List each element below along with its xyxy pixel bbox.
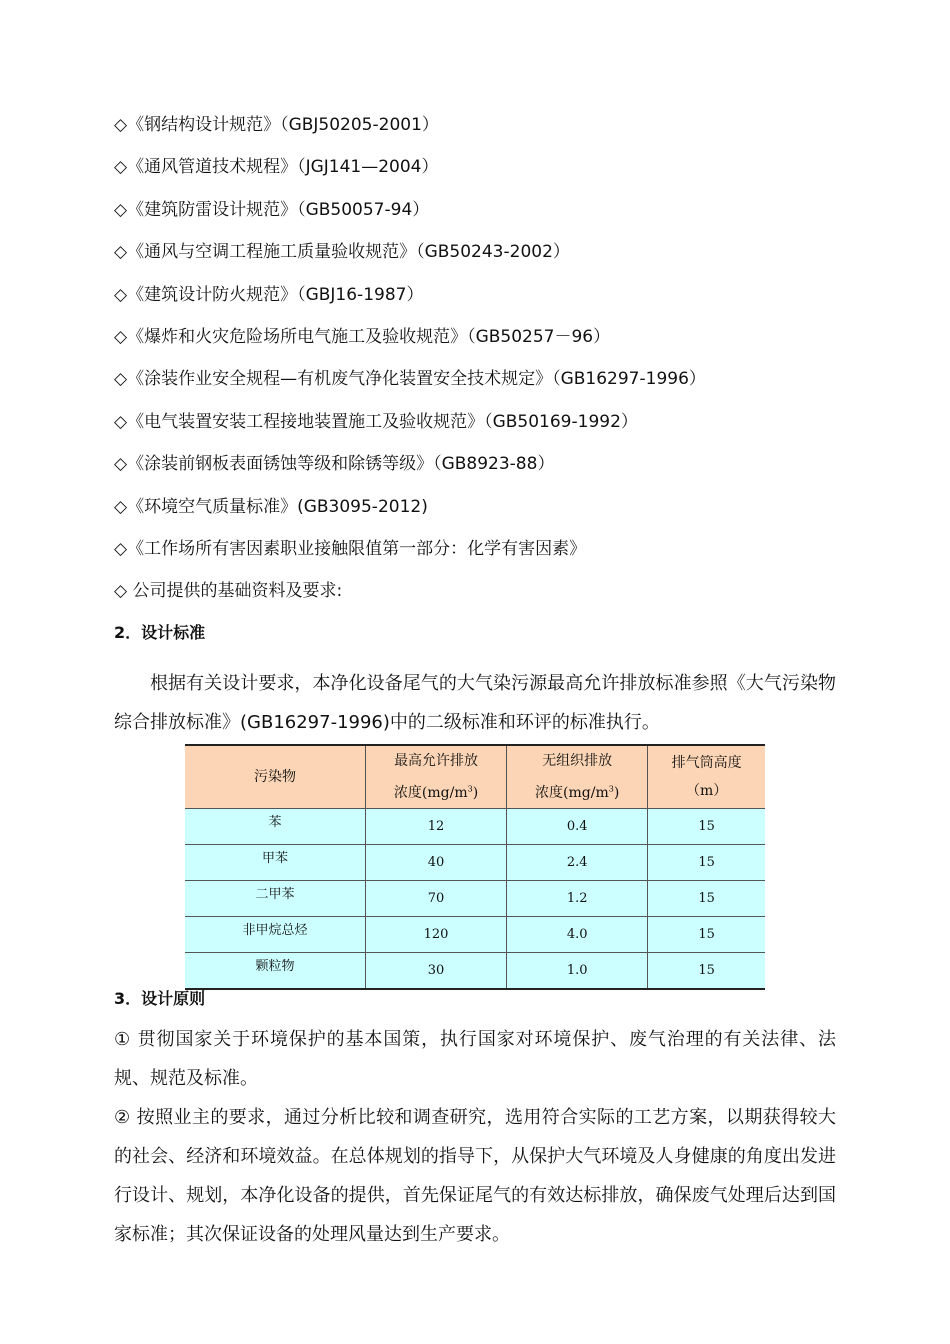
cell-max: 12 — [366, 808, 507, 844]
cell-height: 15 — [648, 844, 765, 880]
standard-item: ◇《钢结构设计规范》（GBJ50205-2001） — [114, 115, 439, 135]
section-2-heading: 2．设计标准 — [114, 623, 206, 642]
standards-list — [114, 104, 706, 613]
principle-2-paragraph: ② 按照业主的要求，通过分析比较和调查研究，选用符合实际的工艺方案，以期获得较大的社会、经济和环境效益。在总体规划的指导下，从保护大气环境及人身健康的角度出发进行设计、规划，本净化设备的提供，首先保证尾气的有效达标排放，确保废气处理后达到国家标准；其次保证设备的处理风量达到生产要求。 — [114, 1107, 836, 1245]
cell-max: 40 — [366, 844, 507, 880]
cell-fugitive: 1.2 — [507, 880, 648, 916]
standard-item: ◇《涂装前钢板表面锈蚀等级和除锈等级》（GB8923-88） — [114, 454, 555, 475]
cell-fugitive: 1.0 — [507, 952, 648, 989]
cell-height: 15 — [648, 808, 765, 844]
standard-item: ◇ 公司提供的基础资料及要求: — [114, 581, 343, 602]
header-pollutant: 污染物 — [185, 745, 366, 808]
emission-limits-table — [185, 744, 765, 990]
cell-height: 15 — [648, 952, 765, 989]
table-row — [185, 952, 765, 989]
table-row — [185, 880, 765, 916]
cell-pollutant: 甲苯 — [185, 844, 366, 880]
header-fugitive-close: ) — [613, 784, 620, 801]
header-max-concentration — [366, 745, 507, 808]
standard-item: ◇《建筑防雷设计规范》（GB50057-94） — [114, 199, 430, 220]
cell-max: 70 — [366, 880, 507, 916]
cell-fugitive: 2.4 — [507, 844, 648, 880]
standard-item: ◇《环境空气质量标准》(GB3095-2012) — [114, 496, 428, 517]
table-row — [185, 844, 765, 880]
header-fugitive-unit: 浓度(mg/m — [535, 784, 609, 801]
header-max-line1: 最高允许排放 — [394, 753, 479, 769]
header-fugitive-concentration — [507, 745, 648, 808]
header-stack-height — [648, 745, 765, 808]
header-max-unit: 浓度(mg/m — [393, 784, 468, 801]
cell-pollutant: 苯 — [185, 808, 366, 844]
cell-height: 15 — [648, 916, 765, 952]
header-max-sup: 3 — [467, 784, 473, 793]
cell-pollutant: 二甲苯 — [185, 880, 366, 916]
standard-item: ◇《电气装置安装工程接地装置施工及验收规范》（GB50169-1992） — [114, 411, 638, 432]
header-fugitive-sup: 3 — [608, 784, 614, 793]
header-fugitive-line2 — [535, 785, 619, 801]
table-header-row — [185, 745, 765, 808]
standard-item: ◇《通风与空调工程施工质量验收规范》（GB50243-2002） — [114, 242, 570, 263]
design-standard-paragraph: 根据有关设计要求，本净化设备尾气的大气染污源最高允许排放标准参照《大气污染物综合排放标准》(GB16297-1996)中的二级标准和环评的标准执行。 — [114, 673, 836, 733]
cell-max: 30 — [366, 952, 507, 989]
principle-1-paragraph: ① 贯彻国家关于环境保护的基本国策，执行国家对环境保护、废气治理的有关法律、法规、规范及标准。 — [114, 1029, 836, 1089]
header-height-line1: 排气筒高度 — [671, 754, 742, 771]
header-max-line2 — [394, 785, 478, 801]
header-fugitive-line1: 无组织排放 — [542, 753, 613, 769]
cell-height: 15 — [648, 880, 765, 916]
header-max-close: ) — [472, 784, 479, 801]
standard-item: ◇《爆炸和火灾危险场所电气施工及验收规范》（GB50257－96） — [114, 326, 611, 347]
standard-item: ◇《工作场所有害因素职业接触限值第一部分：化学有害因素》 — [114, 538, 587, 559]
cell-fugitive: 0.4 — [507, 808, 648, 844]
standard-item: ◇《建筑设计防火规范》（GBJ16-1987） — [114, 284, 424, 305]
header-height-line2: （m） — [685, 782, 728, 799]
table-row — [185, 808, 765, 844]
cell-pollutant: 非甲烷总烃 — [185, 916, 366, 952]
standard-item: ◇《涂装作业安全规程—有机废气净化装置安全技术规定》（GB16297-1996） — [114, 369, 706, 390]
cell-fugitive: 4.0 — [507, 916, 648, 952]
cell-max: 120 — [366, 916, 507, 952]
table-row — [185, 916, 765, 952]
standard-item: ◇《通风管道技术规程》（JGJ141—2004） — [114, 157, 439, 178]
cell-pollutant: 颗粒物 — [185, 952, 366, 989]
section-3-heading: 3．设计原则 — [114, 989, 206, 1008]
